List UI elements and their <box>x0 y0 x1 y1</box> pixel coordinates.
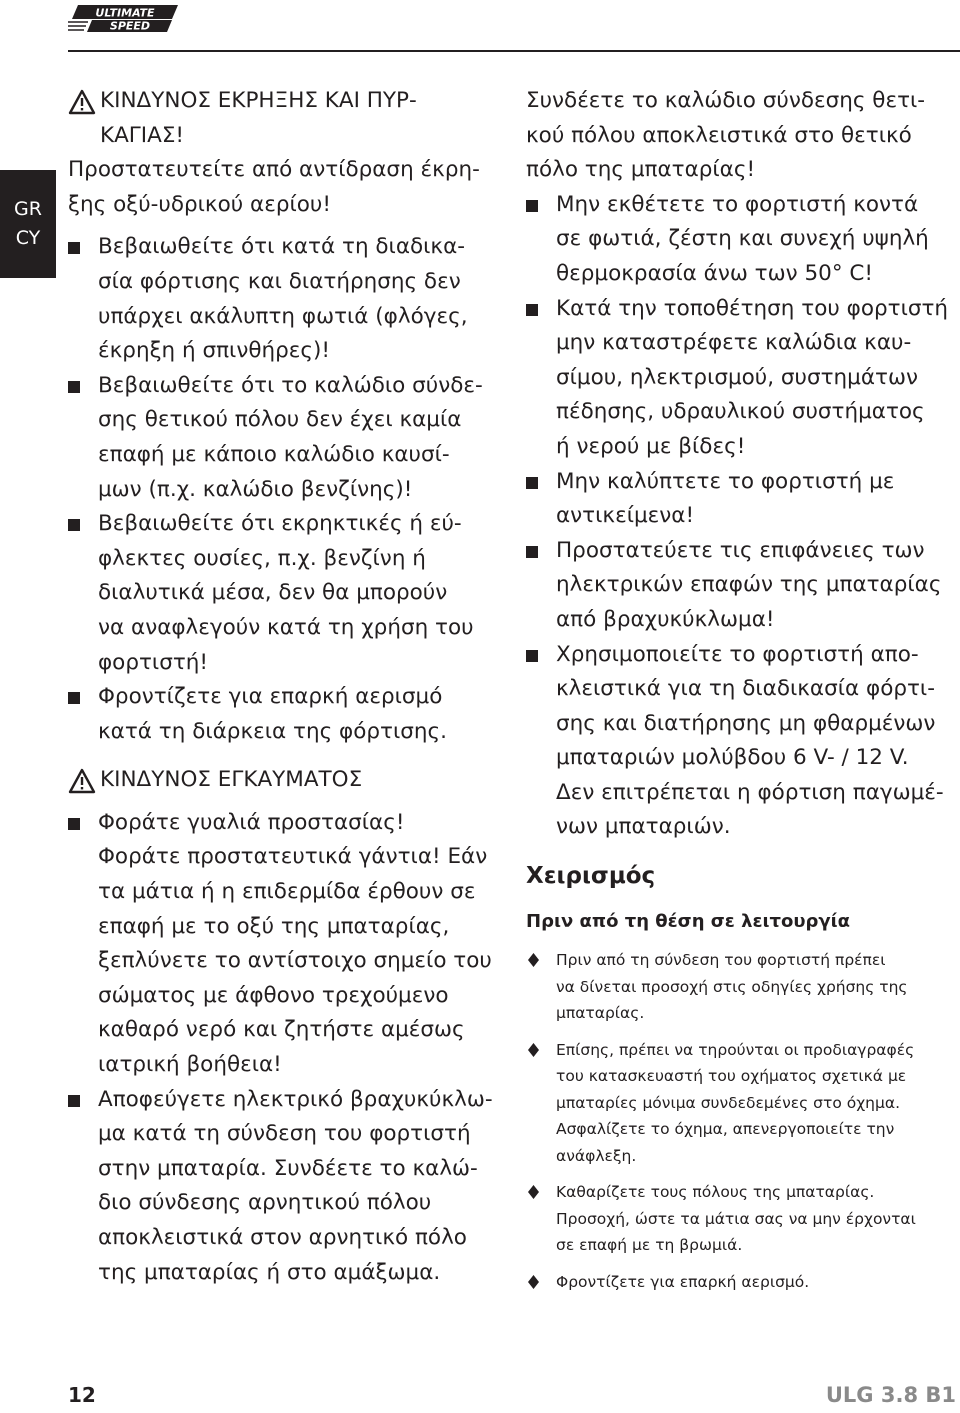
square-bullet-icon <box>526 650 538 662</box>
explosion-warning-title: ΚΙΝΔΥΝΟΣ ΕΚΡΗΞΗΣ ΚΑΙ ΠΥΡ- ΚΑΓΙΑΣ! <box>68 84 508 153</box>
diamond-bullet-icon <box>528 1043 539 1057</box>
section-heading: Χειρισμός <box>526 863 656 890</box>
list-item: Μην εκθέτετε το φορτιστή κοντά σε φωτιά, ζέστη και συνεχή υψηλή θερμοκρασία άνω των 50° C! <box>526 188 958 292</box>
continued-text: Συνδέετε το καλώδιο σύνδεσης θετι- κού πόλου αποκλειστικά στο θετικό πόλο της μπαταρίας! <box>526 88 926 183</box>
ultimate-speed-logo <box>68 3 180 34</box>
language-tab <box>0 170 56 278</box>
list-item: Χρησιμοποιείτε το φορτιστή απο- κλειστικά για τη διαδικασία φόρτι- σης και διατήρησης μη φθαρμένων μπαταριών μολύβδου 6 V- / 12 V. Δεν επιτρέπεται η φόρτιση παγωμέ- νων μπαταριών. <box>526 638 958 846</box>
language-gr: GR <box>14 198 42 220</box>
list-item: Προστατεύετε τις επιφάνειες των ηλεκτρικών επαφών της μπαταρίας από βραχυκύκλωμα! <box>526 534 958 638</box>
model-number: ULG 3.8 B1 <box>825 1383 956 1407</box>
list-item: Αποφεύγετε ηλεκτρικό βραχυκύκλω- μα κατά τη σύνδεση του φορτιστή στην μπαταρία. Συνδέετε το καλώ- διο σύνδεσης αρνητικού πόλου αποκλειστικά στον αρνητικό πόλο της μπαταρίας ή στο αμάξωμα. <box>68 1083 508 1291</box>
subsection-heading: Πριν από τη θέση σε λειτουργία <box>526 911 851 933</box>
diamond-bullet-icon <box>528 1275 539 1289</box>
list-item: Φροντίζετε για επαρκή αερισμό. <box>526 1269 958 1296</box>
list-item: Μην καλύπτετε το φορτιστή με αντικείμενα! <box>526 465 958 534</box>
square-bullet-icon <box>526 200 538 212</box>
square-bullet-icon <box>68 519 80 531</box>
list-item: Φοράτε γυαλιά προστασίας! Φοράτε προστατευτικά γάντια! Εάν τα μάτια ή η επιδερμίδα έρθουν σε επαφή με το οξύ της μπαταρίας, ξεπλύνετε το αντίστοιχο σημείο του σώματος με άφθονο τρεχούμενο καθαρό νερό και ζητήστε αμέσως ιατρική βοήθεια! <box>68 806 508 1083</box>
list-item: Καθαρίζετε τους πόλους της μπαταρίας. Προσοχή, ώστε τα μάτια σας να μην έρχονται σε επαφή με τη βρωμιά. <box>526 1179 958 1259</box>
list-item: Επίσης, πρέπει να τηρούνται οι προδιαγραφές του κατασκευαστή του οχήματος σχετικά με μπαταρίες μόνιμα συνδεδεμένες στο όχημα. Ασφαλίζετε το όχημα, απενεργοποιείτε την ανάφλεξη. <box>526 1037 958 1170</box>
square-bullet-icon <box>68 818 80 830</box>
logo-line1: ULTIMATE <box>95 6 155 20</box>
list-item: Βεβαιωθείτε ότι εκρηκτικές ή εύ- φλεκτες ουσίες, π.χ. βενζίνη ή διαλυτικά μέσα, δεν θα μπορούν να αναφλεγούν κατά τη χρήση του φορτιστή! <box>68 507 508 680</box>
diamond-bullet-icon <box>528 953 539 967</box>
list-item: Κατά την τοποθέτηση του φορτιστή μην καταστρέφετε καλώδια καυ- σίμου, ηλεκτρισμού, συστημάτων πέδησης, υδραυλικού συστήματος ή νερού με βίδες! <box>526 292 958 465</box>
list-item: Βεβαιωθείτε ότι το καλώδιο σύνδε- σης θετικού πόλου δεν έχει καμία επαφή με κάποιο καλώδιο καυσί- μων (π.χ. καλώδιο βενζίνης)! <box>68 369 508 507</box>
burn-warning-title: ΚΙΝΔΥΝΟΣ ΕΓΚΑΥΜΑΤΟΣ <box>68 763 508 798</box>
square-bullet-icon <box>68 381 80 393</box>
square-bullet-icon <box>68 1095 80 1107</box>
left-column <box>68 84 508 1290</box>
explosion-warning-text: Προστατευτείτε από αντίδραση έκρη- ξης οξύ-υδρικού αερίου! <box>68 157 480 217</box>
right-column <box>526 84 958 1295</box>
square-bullet-icon <box>526 304 538 316</box>
page-number: 12 <box>68 1383 96 1407</box>
diamond-bullet-icon <box>528 1185 539 1199</box>
square-bullet-icon <box>526 477 538 489</box>
warning-triangle-icon <box>68 768 96 794</box>
list-item: Πριν από τη σύνδεση του φορτιστή πρέπει να δίνεται προσοχή στις οδηγίες χρήσης της μπαταρίας. <box>526 947 958 1027</box>
square-bullet-icon <box>68 692 80 704</box>
list-item: Φροντίζετε για επαρκή αερισμό κατά τη διάρκεια της φόρτισης. <box>68 680 508 749</box>
language-cy: CY <box>15 227 41 249</box>
header-rule <box>68 50 960 52</box>
list-item: Βεβαιωθείτε ότι κατά τη διαδικα- σία φόρτισης και διατήρησης δεν υπάρχει ακάλυπτη φωτιά (φλόγες, έκρηξη ή σπινθήρες)! <box>68 230 508 368</box>
square-bullet-icon <box>68 242 80 254</box>
logo-line2: SPEED <box>109 19 151 33</box>
square-bullet-icon <box>526 546 538 558</box>
warning-triangle-icon <box>68 89 96 115</box>
